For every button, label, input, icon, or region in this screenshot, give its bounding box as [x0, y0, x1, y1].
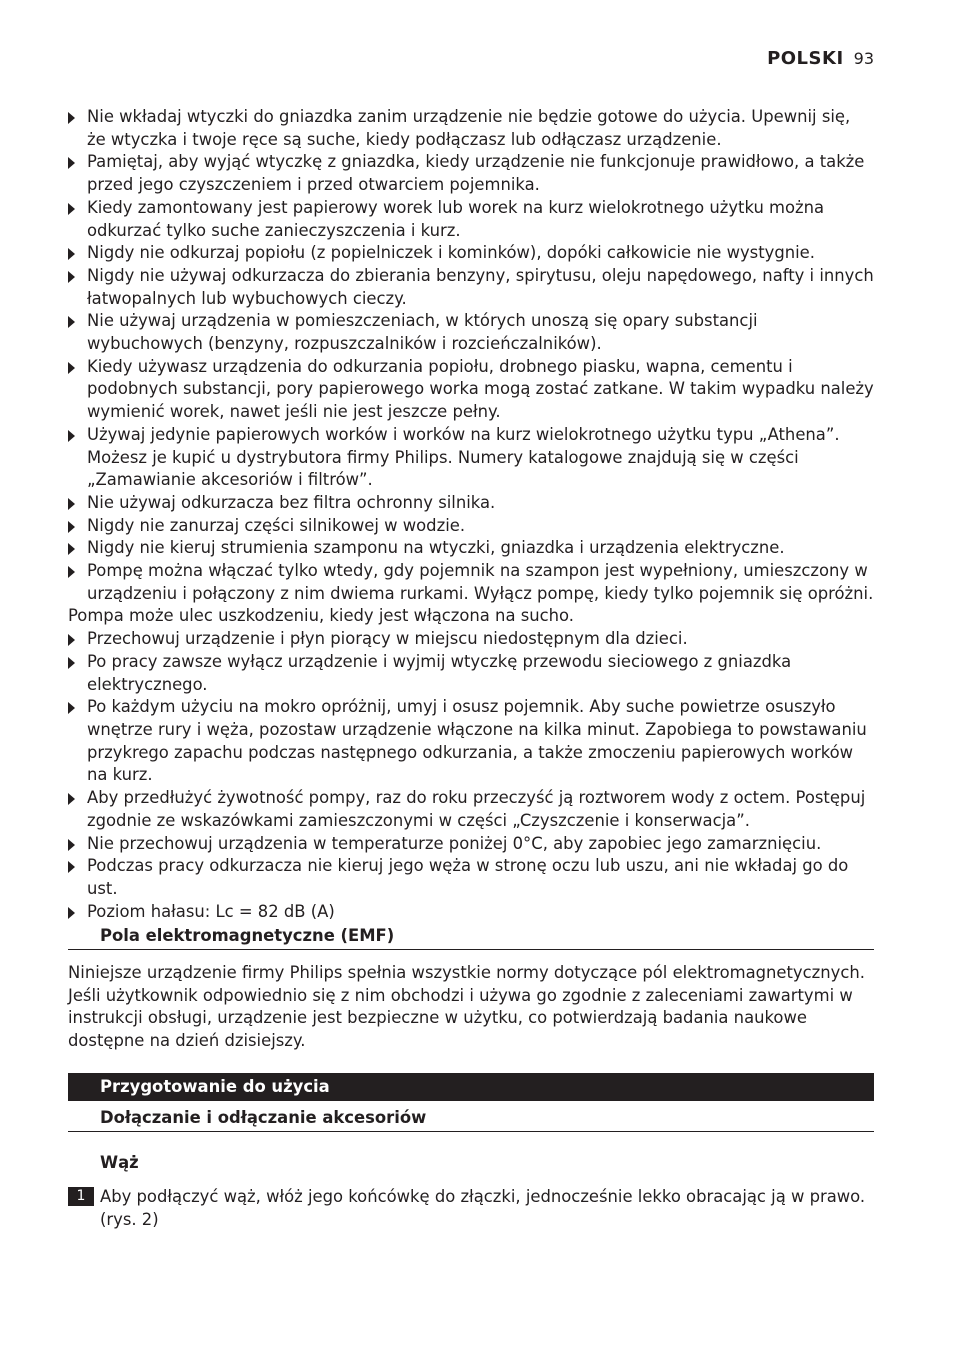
list-item: Poziom hałasu: Lc = 82 dB (A) — [68, 901, 874, 924]
bullet-triangle-icon — [68, 839, 75, 851]
list-item: Nie wkładaj wtyczki do gniazdka zanim urządzenie nie będzie gotowe do użycia. Upewnij się, że wtyczka i twoje ręce są suche, kiedy podłączasz lub odłączasz urządzenie. — [68, 106, 874, 151]
emf-section-text: Niniejsze urządzenie firmy Philips spełnia wszystkie normy dotyczące pól elektromagnetycznych. Jeśli użytkownik odpowiednio się z nim obchodzi i używa go zgodnie z zaleceniami zawartymi w instrukcji obsługi, urządzenie jest bezpieczne w użytku, co potwierdzają badania naukowe dostępne na dzień dzisiejszy. — [68, 963, 865, 1051]
pump-note: Pompa może ulec uszkodzeniu, kiedy jest włączona na sucho. — [68, 606, 574, 626]
bullet-triangle-icon — [68, 157, 75, 169]
bullet-triangle-icon — [68, 112, 75, 124]
list-item: Pamiętaj, aby wyjąć wtyczkę z gniazdka, kiedy urządzenie nie funkcjonuje prawidłowo, a także przed jego czyszczeniem i przed otwarciem pojemnika. — [68, 151, 874, 196]
bullet-triangle-icon — [68, 634, 75, 646]
list-item: Po każdym użyciu na mokro opróżnij, umyj i osusz pojemnik. Aby suche powietrze osuszyło wnętrze rury i węża, pozostaw urządzenie włączone na kilka minut. Zapobiega to powstawaniu przykrego zapachu podczas następnego odkurzania, a także zmoczeniu papierowych worków na kurz. — [68, 696, 874, 787]
list-item: Nie przechowuj urządzenia w temperaturze poniżej 0°C, aby zapobiec jego zamarznięciu. — [68, 833, 874, 856]
list-item: Nie używaj urządzenia w pomieszczeniach, w których unoszą się opary substancji wybuchowych (benzyny, rozpuszczalników i rozcieńczalników). — [68, 310, 874, 355]
bullet-triangle-icon — [68, 793, 75, 805]
emf-section-title: Pola elektromagnetyczne (EMF) — [68, 925, 874, 950]
chapter-title-bar: Przygotowanie do użycia — [68, 1073, 874, 1101]
language-label: POLSKI — [767, 48, 844, 69]
bullet-triangle-icon — [68, 498, 75, 510]
bullet-triangle-icon — [68, 702, 75, 714]
list-item: Pompę można włączać tylko wtedy, gdy pojemnik na szampon jest wypełniony, umieszczony w urządzeniu i połączony z nim dwiema rurkami. Wyłącz pompę, kiedy tylko pojemnik się opróżni. — [68, 560, 874, 605]
list-item: Używaj jedynie papierowych worków i worków na kurz wielokrotnego użytku typu „Athena”. Możesz je kupić u dystrybutora firmy Philips. Numery katalogowe znajdują się w części „Zamawianie akcesoriów i filtrów”. — [68, 424, 874, 492]
list-item: Po pracy zawsze wyłącz urządzenie i wyjmij wtyczkę przewodu sieciowego z gniazdka elektrycznego. — [68, 651, 874, 696]
bullet-triangle-icon — [68, 316, 75, 328]
bullet-triangle-icon — [68, 271, 75, 283]
bullet-triangle-icon — [68, 430, 75, 442]
list-item: Nigdy nie używaj odkurzacza do zbierania benzyny, spirytusu, oleju napędowego, nafty i innych łatwopalnych lub wybuchowych cieczy. — [68, 265, 874, 310]
list-item: Nie używaj odkurzacza bez filtra ochronny silnika. — [68, 492, 874, 515]
list-item: Podczas pracy odkurzacza nie kieruj jego węża w stronę oczu lub uszu, ani nie wkładaj go do ust. — [68, 855, 874, 900]
safety-list-a — [68, 106, 874, 605]
bullet-triangle-icon — [68, 362, 75, 374]
subsection-title: Dołączanie i odłączanie akcesoriów — [68, 1107, 874, 1132]
step-1-text: Aby podłączyć wąż, włóż jego końcówkę do złączki, jednocześnie lekko obracając ją w prawo. (rys. 2) — [100, 1187, 866, 1229]
bullet-triangle-icon — [68, 907, 75, 919]
safety-list-b — [68, 628, 874, 923]
step-1 — [68, 1186, 874, 1231]
list-item: Kiedy używasz urządzenia do odkurzania popiołu, drobnego piasku, wapna, cementu i podobnych substancji, pory papierowego worka mogą zostać zatkane. W takim wypadku należy wymienić worek, nawet jeśli nie jest jeszcze pełny. — [68, 356, 874, 424]
bullet-triangle-icon — [68, 566, 75, 578]
list-item: Nigdy nie kieruj strumienia szamponu na wtyczki, gniazdka i urządzenia elektryczne. — [68, 537, 874, 560]
bullet-triangle-icon — [68, 543, 75, 555]
page-header — [767, 48, 874, 69]
bullet-triangle-icon — [68, 861, 75, 873]
page-number: 93 — [853, 49, 874, 68]
bullet-triangle-icon — [68, 521, 75, 533]
list-item: Aby przedłużyć żywotność pompy, raz do roku przeczyść ją roztworem wody z octem. Postępuj zgodnie ze wskazówkami zamieszczonymi w części „Czyszczenie i konserwacja”. — [68, 787, 874, 832]
list-item: Kiedy zamontowany jest papierowy worek lub worek na kurz wielokrotnego użytku można odkurzać tylko suche zanieczyszczenia i kurz. — [68, 197, 874, 242]
bullet-triangle-icon — [68, 203, 75, 215]
list-item: Nigdy nie odkurzaj popiołu (z popielniczek i kominków), dopóki całkowicie nie wystygnie. — [68, 242, 874, 265]
bullet-triangle-icon — [68, 248, 75, 260]
step-number-badge: 1 — [68, 1187, 94, 1206]
hose-heading: Wąż — [100, 1152, 139, 1172]
list-item: Nigdy nie zanurzaj części silnikowej w wodzie. — [68, 515, 874, 538]
page-content — [68, 106, 874, 1232]
list-item: Przechowuj urządzenie i płyn piorący w miejscu niedostępnym dla dzieci. — [68, 628, 874, 651]
bullet-triangle-icon — [68, 657, 75, 669]
